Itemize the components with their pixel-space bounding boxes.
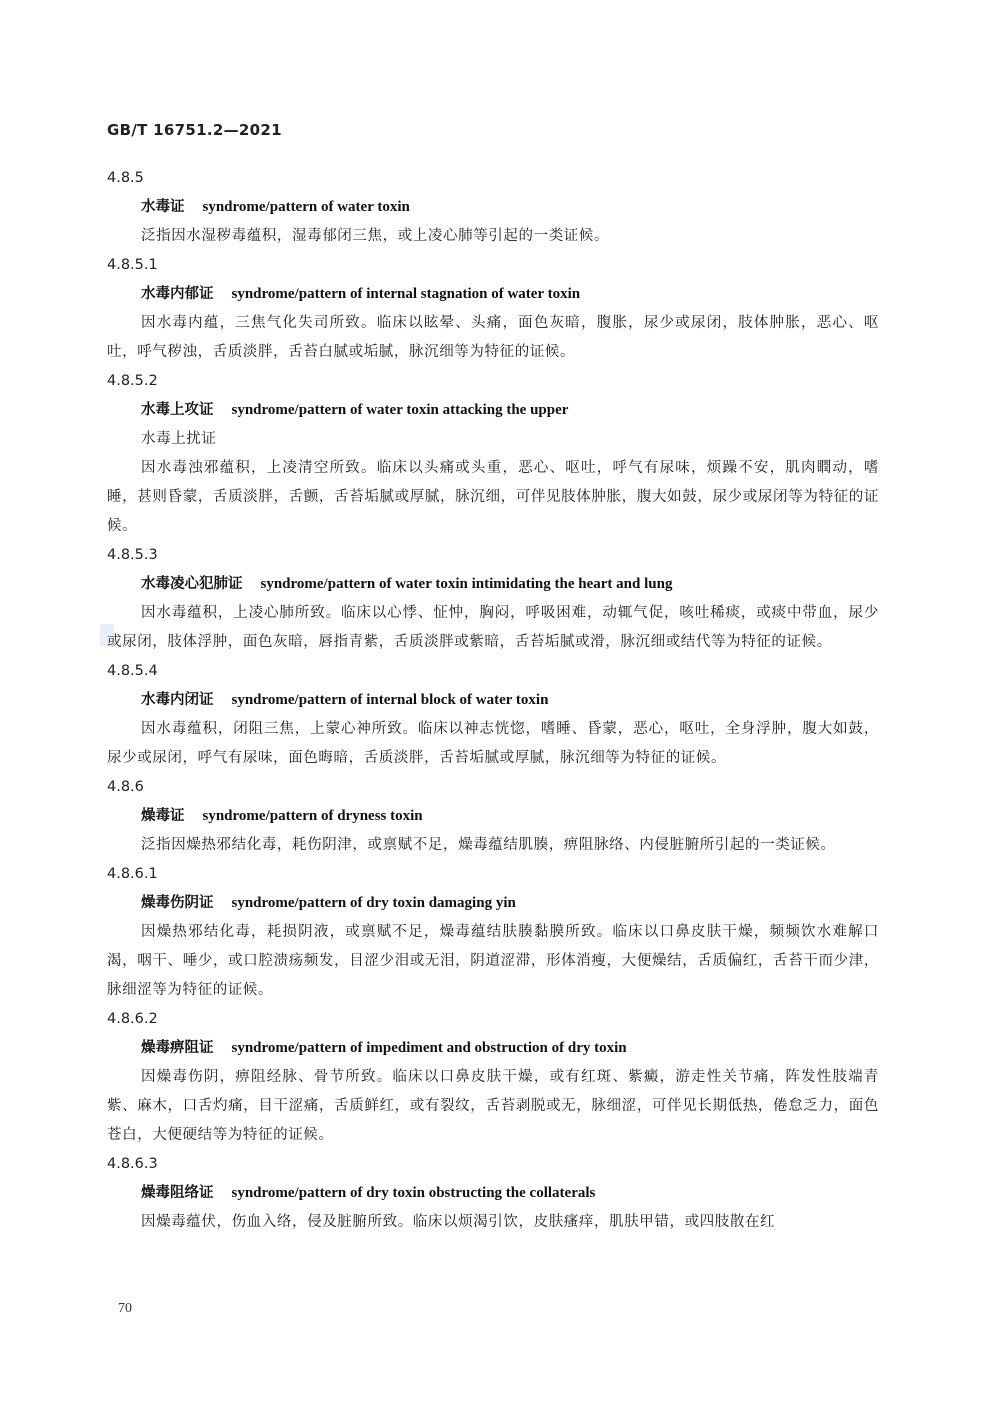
- section-number: 4.8.6.3: [107, 1156, 158, 1172]
- term-chinese: 燥毒痹阻证: [141, 1040, 214, 1056]
- term-chinese: 水毒凌心犯肺证: [141, 576, 243, 592]
- term-english: syndrome/pattern of dry toxin obstructing the collaterals: [231, 1185, 596, 1201]
- term-heading: [107, 396, 879, 425]
- term-english: syndrome/pattern of internal stagnation of water toxin: [231, 286, 581, 302]
- term-heading: [107, 280, 879, 309]
- term-english: syndrome/pattern of dry toxin damaging yin: [231, 895, 516, 911]
- term-english: syndrome/pattern of water toxin intimidating the heart and lung: [260, 576, 673, 592]
- term-heading: [107, 1034, 879, 1063]
- term-definition: 因水毒浊邪蕴积，上凌清空所致。临床以头痛或头重，恶心、呕吐，呼气有尿味，烦躁不安，肌肉瞤动，嗜睡，甚则昏蒙，舌质淡胖，舌颤，舌苔垢腻或厚腻，脉沉细，可伴见肢体肿胀，腹大如鼓，尿少或尿闭等为特征的证候。: [107, 460, 879, 534]
- term-chinese: 燥毒伤阴证: [141, 895, 214, 911]
- section-number: 4.8.6.2: [107, 1011, 158, 1027]
- standard-header: [107, 121, 282, 139]
- section-number: 4.8.6: [107, 779, 144, 795]
- section-number: 4.8.5.3: [107, 547, 158, 563]
- term-heading: [107, 802, 879, 831]
- term-chinese: 燥毒证: [141, 808, 185, 824]
- term-chinese: 水毒上攻证: [141, 402, 214, 418]
- section-number: 4.8.5: [107, 170, 144, 186]
- term-definition: 因燥毒蕴伏，伤血入络，侵及脏腑所致。临床以烦渴引饮，皮肤瘙痒，肌肤甲错，或四肢散在红: [141, 1214, 776, 1230]
- term-synonym: 水毒上扰证: [141, 431, 217, 447]
- term-definition: 泛指因燥热邪结化毒，耗伤阴津，或禀赋不足，燥毒蕴结肌腠，痹阻脉络、内侵脏腑所引起的一类证候。: [141, 837, 836, 853]
- section-number: 4.8.5.2: [107, 373, 158, 389]
- term-english: syndrome/pattern of internal block of water toxin: [231, 692, 549, 708]
- term-heading: [107, 889, 879, 918]
- term-definition: 因燥热邪结化毒，耗损阴液，或禀赋不足，燥毒蕴结肤腠黏膜所致。临床以口鼻皮肤干燥，频频饮水难解口渴，咽干、唾少，或口腔溃疡频发，目涩少泪或无泪，阴道涩滞，形体消瘦，大便燥结，舌质偏红，舌苔干而少津，脉细涩等为特征的证候。: [107, 924, 879, 998]
- term-chinese: 水毒证: [141, 199, 185, 215]
- term-heading: [107, 193, 879, 222]
- term-definition: 因水毒蕴积，闭阻三焦，上蒙心神所致。临床以神志恍惚，嗜睡、昏蒙，恶心，呕吐，全身浮肿，腹大如鼓，尿少或尿闭，呼气有尿味，面色晦暗，舌质淡胖，舌苔垢腻或厚腻，脉沉细等为特征的证候。: [107, 721, 879, 766]
- term-chinese: 燥毒阻络证: [141, 1185, 214, 1201]
- section-number: 4.8.6.1: [107, 866, 158, 882]
- page-number: 70: [118, 1301, 132, 1316]
- standard-id: GB/T 16751.2—2021: [107, 121, 282, 139]
- term-english: syndrome/pattern of dryness toxin: [202, 808, 423, 824]
- term-definition: 因水毒内蕴，三焦气化失司所致。临床以眩晕、头痛，面色灰暗，腹胀，尿少或尿闭，肢体肿胀，恶心、呕吐，呼气秽浊，舌质淡胖，舌苔白腻或垢腻，脉沉细等为特征的证候。: [107, 315, 879, 360]
- term-heading: [107, 686, 879, 715]
- term-chinese: 水毒内郁证: [141, 286, 214, 302]
- term-definition: 因水毒蕴积，上凌心肺所致。临床以心悸、怔忡，胸闷，呼吸困难，动辄气促，咳吐稀痰，或痰中带血，尿少或尿闭，肢体浮肿，面色灰暗，唇指青紫，舌质淡胖或紫暗，舌苔垢腻或滑，脉沉细或结代等为特征的证候。: [107, 605, 879, 650]
- term-english: syndrome/pattern of impediment and obstruction of dry toxin: [231, 1040, 627, 1056]
- term-english: syndrome/pattern of water toxin: [202, 199, 410, 215]
- document-body: [107, 164, 879, 1237]
- term-english: syndrome/pattern of water toxin attacking the upper: [231, 402, 569, 418]
- section-number: 4.8.5.1: [107, 257, 158, 273]
- section-number: 4.8.5.4: [107, 663, 158, 679]
- term-heading: [107, 1179, 879, 1208]
- term-definition: 因燥毒伤阴，痹阻经脉、骨节所致。临床以口鼻皮肤干燥，或有红斑、紫癜，游走性关节痛，阵发性肢端青紫、麻木，口舌灼痛，目干涩痛，舌质鲜红，或有裂纹，舌苔剥脱或无，脉细涩，可伴见长期低热，倦怠乏力，面色苍白，大便硬结等为特征的证候。: [107, 1069, 879, 1143]
- term-heading: [107, 570, 879, 599]
- term-chinese: 水毒内闭证: [141, 692, 214, 708]
- term-definition: 泛指因水湿秽毒蕴积，湿毒郁闭三焦，或上凌心肺等引起的一类证候。: [141, 228, 610, 244]
